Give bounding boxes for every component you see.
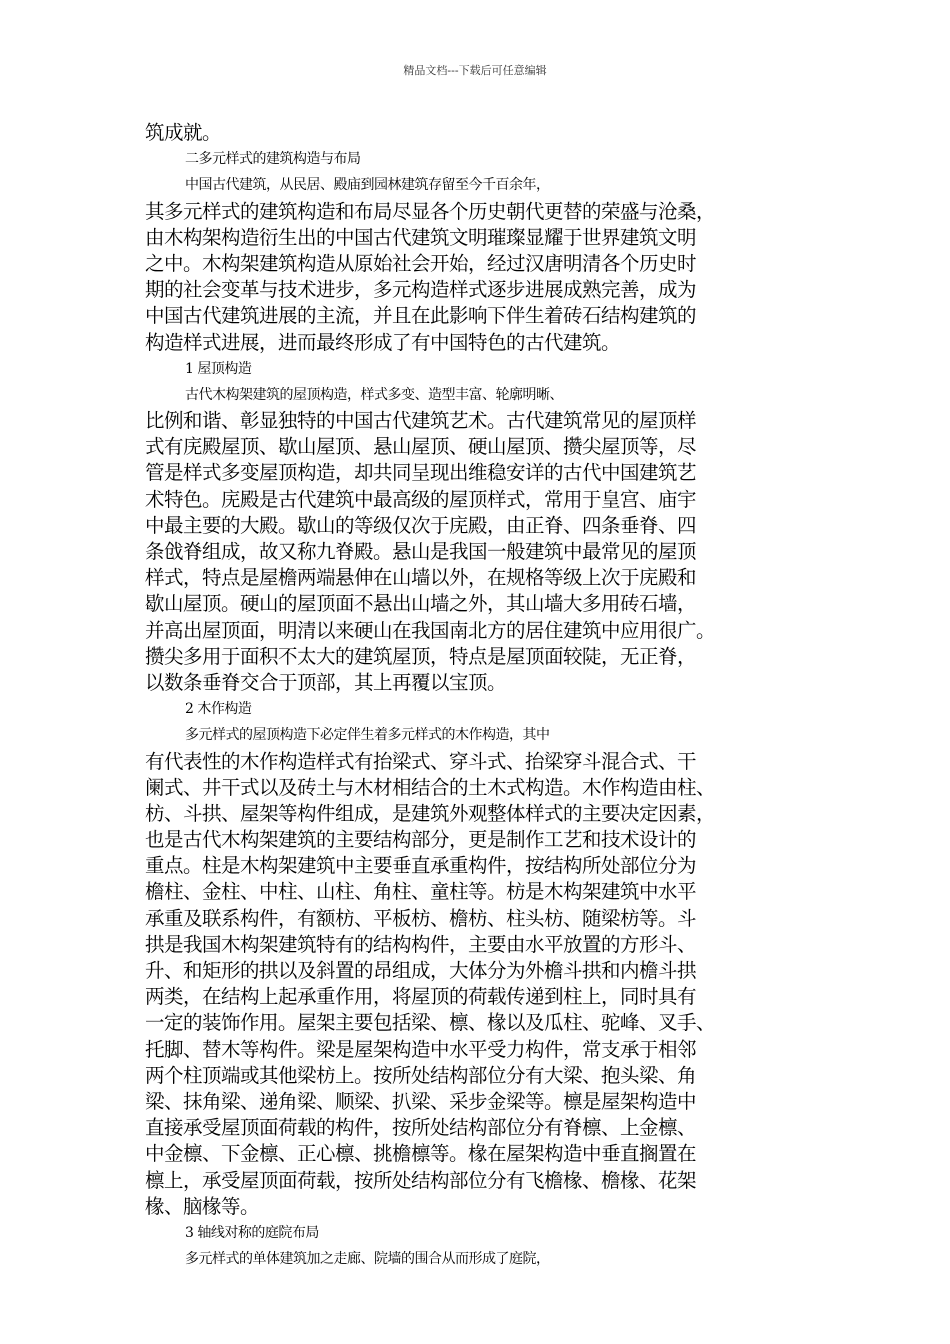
text-line: 拱是我国木构架建筑特有的结构构件，主要由水平放置的方形斗、 [145,932,697,956]
text-line: 1 屋顶构造 [185,360,252,377]
text-line: 歇山屋顶。硬山的屋顶面不悬出山墙之外，其山墙大多用砖石墙， [145,592,697,616]
text-line: 梁、抹角梁、递角梁、顺梁、扒梁、采步金梁等。檩是屋架构造中 [145,1089,697,1113]
text-line: 中金檩、下金檩、正心檩、挑檐檩等。椽在屋架构造中垂直搁置在 [145,1142,697,1166]
text-line: 由木构架构造衍生出的中国古代建筑文明璀璨显耀于世界建筑文明 [145,225,697,249]
document-body [145,120,805,1272]
text-line: 式有庑殿屋顶、歇山屋顶、悬山屋顶、硬山屋顶、攒尖屋顶等，尽 [145,435,697,459]
text-line: 之中。木构架建筑构造从原始社会开始，经过汉唐明清各个历史时 [145,251,697,275]
text-line: 比例和谐、彰显独特的中国古代建筑艺术。古代建筑常见的屋顶样 [145,409,697,433]
text-line: 两个柱顶端或其他梁枋上。按所处结构部位分有大梁、抱头梁、角 [145,1063,697,1087]
text-line: 构造样式进展，进而最终形成了有中国特色的古代建筑。 [145,330,621,354]
text-line: 2 木作构造 [185,701,252,718]
text-line: 椽、脑椽等。 [145,1194,260,1218]
text-line: 古代木构架建筑的屋顶构造，样式多变、造型丰富、轮廓明晰、 [185,386,563,403]
text-line: 檩上，承受屋顶面荷载，按所处结构部位分有飞檐椽、檐椽、花架 [145,1168,697,1192]
text-line: 攒尖多用于面积不太大的建筑屋顶，特点是屋顶面较陡，无正脊， [145,644,697,668]
text-line: 并高出屋顶面，明清以来硬山在我国南北方的居住建筑中应用很广。 [145,618,716,642]
text-line: 筑成就。 [145,121,222,144]
text-line: 术特色。庑殿是古代建筑中最高级的屋顶样式，常用于皇宫、庙宇 [145,487,697,511]
text-line: 升、和矩形的拱以及斜置的昂组成，大体分为外檐斗拱和内檐斗拱 [145,959,697,982]
text-line: 阑式、井干式以及砖土与木材相结合的土木式构造。木作构造由柱、 [145,775,716,799]
text-line: 中国古代建筑进展的主流，并且在此影响下伴生着砖石结构建筑的 [145,304,697,328]
text-line: 以数条垂脊交合于顶部，其上再覆以宝顶。 [145,670,507,694]
text-line: 直接承受屋顶面荷载的构件，按所处结构部位分有脊檩、上金檩、 [145,1116,697,1140]
text-line: 托脚、替木等构件。梁是屋架构造中水平受力构件，常支承于相邻 [145,1037,697,1061]
text-line: 多元样式的单体建筑加之走廊、院墙的围合从而形成了庭院， [185,1251,550,1268]
text-line: 条戗脊组成，故又称九脊殿。悬山是我国一般建筑中最常见的屋顶 [145,540,697,563]
text-line: 中最主要的大殿。歇山的等级仅次于庑殿，由正脊、四条垂脊、四 [145,513,697,537]
text-line: 也是古代木构架建筑的主要结构部分，更是制作工艺和技术设计的 [145,828,697,852]
text-line: 有代表性的木作构造样式有抬梁式、穿斗式、抬梁穿斗混合式、干 [145,749,697,773]
text-line: 中国古代建筑，从民居、殿庙到园林建筑存留至今千百余年， [185,177,550,194]
text-line: 样式，特点是屋檐两端悬伸在山墙以外，在规格等级上次于庑殿和 [145,566,697,590]
text-line: 其多元样式的建筑构造和布局尽显各个历史朝代更替的荣盛与沧桑， [145,199,716,223]
text-line: 两类，在结构上起承重作用，将屋顶的荷载传递到柱上，同时具有 [145,985,697,1009]
text-line: 管是样式多变屋顶构造，却共同呈现出维稳安详的古代中国建筑艺 [145,461,697,485]
text-line: 二多元样式的建筑构造与布局 [185,151,361,168]
text-line: 期的社会变革与技术进步，多元构造样式逐步进展成熟完善，成为 [145,278,697,302]
text-line: 檐柱、金柱、中柱、山柱、角柱、童柱等。枋是木构架建筑中水平 [145,880,697,904]
text-line: 多元样式的屋顶构造下必定伴生着多元样式的木作构造，其中 [185,727,550,744]
text-line: 一定的装饰作用。屋架主要包括梁、檩、椽以及瓜柱、驼峰、叉手、 [145,1011,716,1035]
text-line: 枋、斗拱、屋架等构件组成，是建筑外观整体样式的主要决定因素， [145,801,716,825]
page-header: 精品文档---下载后可任意编辑 [403,64,547,77]
text-line: 3 轴线对称的庭院布局 [185,1224,319,1241]
text-line: 重点。柱是木构架建筑中主要垂直承重构件，按结构所处部位分为 [145,854,697,878]
text-line: 承重及联系构件，有额枋、平板枋、檐枋、柱头枋、随梁枋等。斗 [145,906,697,930]
